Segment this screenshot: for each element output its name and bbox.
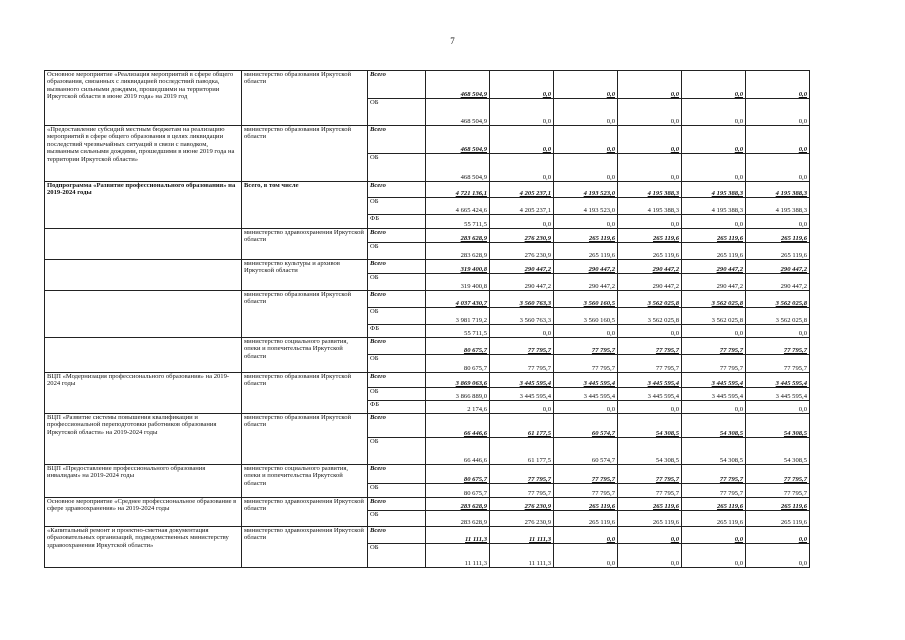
amount-cell: 0,0 bbox=[554, 154, 618, 182]
amount-cell: 77 795,7 bbox=[554, 484, 618, 498]
amount-cell: 0,0 bbox=[618, 215, 682, 229]
amount-cell: 0,0 bbox=[554, 215, 618, 229]
table-row bbox=[45, 373, 810, 388]
amount-cell: 60 574,7 bbox=[554, 414, 618, 438]
agency-cell: министерство образования Иркутской области bbox=[242, 71, 368, 126]
amount-cell: 4 193 523,0 bbox=[554, 198, 618, 215]
amount-cell: 4 195 388,3 bbox=[682, 182, 746, 198]
amount-cell: 11 111,3 bbox=[490, 544, 554, 568]
amount-cell: 290 447,2 bbox=[554, 260, 618, 274]
amount-cell: 265 119,6 bbox=[554, 498, 618, 511]
amount-cell: 3 981 719,2 bbox=[426, 308, 490, 325]
amount-cell: 60 574,7 bbox=[554, 438, 618, 465]
amount-cell: 468 504,9 bbox=[426, 99, 490, 126]
table-row bbox=[45, 71, 810, 99]
amount-cell: 265 119,6 bbox=[746, 511, 810, 527]
amount-cell: 77 795,7 bbox=[490, 484, 554, 498]
amount-cell: 0,0 bbox=[490, 325, 554, 338]
amount-cell: 319 400,8 bbox=[426, 274, 490, 291]
amount-cell: 77 795,7 bbox=[618, 338, 682, 355]
amount-cell: 0,0 bbox=[682, 527, 746, 544]
funding-source-cell: ОБ bbox=[368, 154, 426, 182]
budget-table bbox=[44, 70, 810, 568]
table-row bbox=[45, 182, 810, 198]
amount-cell: 11 111,3 bbox=[426, 527, 490, 544]
amount-cell: 77 795,7 bbox=[682, 338, 746, 355]
amount-cell: 468 504,9 bbox=[426, 71, 490, 99]
program-name-cell: Подпрограмма «Развитие профессионального образования» на 2019-2024 годы bbox=[45, 182, 242, 229]
amount-cell: 77 795,7 bbox=[618, 465, 682, 484]
amount-cell: 11 111,3 bbox=[426, 544, 490, 568]
amount-cell: 77 795,7 bbox=[554, 355, 618, 373]
amount-cell: 290 447,2 bbox=[746, 260, 810, 274]
program-name-cell: «Предоставление субсидий местным бюджетам на реализацию мероприятий в сфере общего образования в целях ликвидации последствий чрезвычайных ситуаций в связи с паводком, вызванным сильными дождями, прошедшими в июне 2019 года на территории Иркутской области» bbox=[45, 126, 242, 182]
amount-cell: 265 119,6 bbox=[554, 243, 618, 260]
amount-cell: 3 562 025,8 bbox=[746, 291, 810, 308]
funding-source-cell: ОБ bbox=[368, 544, 426, 568]
amount-cell: 0,0 bbox=[682, 99, 746, 126]
amount-cell: 265 119,6 bbox=[618, 243, 682, 260]
amount-cell: 276 230,9 bbox=[490, 229, 554, 243]
amount-cell: 265 119,6 bbox=[682, 498, 746, 511]
amount-cell: 77 795,7 bbox=[746, 338, 810, 355]
amount-cell: 0,0 bbox=[618, 544, 682, 568]
table-row bbox=[45, 527, 810, 544]
amount-cell: 80 675,7 bbox=[426, 465, 490, 484]
amount-cell: 283 628,9 bbox=[426, 511, 490, 527]
table-row bbox=[45, 465, 810, 484]
amount-cell: 80 675,7 bbox=[426, 338, 490, 355]
amount-cell: 77 795,7 bbox=[746, 465, 810, 484]
amount-cell: 0,0 bbox=[490, 71, 554, 99]
amount-cell: 0,0 bbox=[554, 544, 618, 568]
amount-cell: 3 866 889,0 bbox=[426, 388, 490, 401]
amount-cell: 265 119,6 bbox=[746, 229, 810, 243]
amount-cell: 290 447,2 bbox=[554, 274, 618, 291]
funding-source-cell: Всего bbox=[368, 291, 426, 308]
amount-cell: 66 446,6 bbox=[426, 438, 490, 465]
amount-cell: 3 445 595,4 bbox=[490, 388, 554, 401]
agency-cell: министерство здравоохранения Иркутской области bbox=[242, 498, 368, 527]
agency-cell: министерство образования Иркутской области bbox=[242, 414, 368, 465]
amount-cell: 290 447,2 bbox=[746, 274, 810, 291]
amount-cell: 0,0 bbox=[554, 126, 618, 154]
amount-cell: 3 445 595,4 bbox=[618, 373, 682, 388]
funding-source-cell: Всего bbox=[368, 260, 426, 274]
funding-source-cell: Всего bbox=[368, 71, 426, 99]
amount-cell: 55 711,5 bbox=[426, 215, 490, 229]
program-name-cell bbox=[45, 229, 242, 260]
amount-cell: 54 308,5 bbox=[682, 414, 746, 438]
amount-cell: 54 308,5 bbox=[746, 438, 810, 465]
amount-cell: 77 795,7 bbox=[682, 484, 746, 498]
table-row bbox=[45, 414, 810, 438]
agency-cell: министерство социального развития, опеки и попечительства Иркутской области bbox=[242, 338, 368, 373]
program-name-cell: ВЦП «Модернизация профессионального образования» на 2019-2024 годы bbox=[45, 373, 242, 414]
program-name-cell bbox=[45, 260, 242, 291]
agency-cell: министерство образования Иркутской области bbox=[242, 373, 368, 414]
amount-cell: 77 795,7 bbox=[554, 338, 618, 355]
amount-cell: 0,0 bbox=[746, 126, 810, 154]
amount-cell: 0,0 bbox=[618, 527, 682, 544]
amount-cell: 290 447,2 bbox=[682, 274, 746, 291]
table-row bbox=[45, 291, 810, 308]
funding-source-cell: Всего bbox=[368, 498, 426, 511]
amount-cell: 3 562 025,8 bbox=[682, 291, 746, 308]
funding-source-cell: Всего bbox=[368, 338, 426, 355]
amount-cell: 77 795,7 bbox=[618, 355, 682, 373]
amount-cell: 0,0 bbox=[746, 544, 810, 568]
amount-cell: 3 562 025,8 bbox=[682, 308, 746, 325]
amount-cell: 0,0 bbox=[554, 527, 618, 544]
funding-source-cell: ОБ bbox=[368, 388, 426, 401]
amount-cell: 0,0 bbox=[618, 126, 682, 154]
amount-cell: 0,0 bbox=[618, 99, 682, 126]
amount-cell: 3 560 763,3 bbox=[490, 291, 554, 308]
amount-cell: 77 795,7 bbox=[682, 465, 746, 484]
funding-source-cell: Всего bbox=[368, 527, 426, 544]
amount-cell: 290 447,2 bbox=[618, 260, 682, 274]
amount-cell: 0,0 bbox=[618, 71, 682, 99]
amount-cell: 4 193 523,0 bbox=[554, 182, 618, 198]
funding-source-cell: Всего bbox=[368, 414, 426, 438]
amount-cell: 290 447,2 bbox=[618, 274, 682, 291]
amount-cell: 77 795,7 bbox=[746, 484, 810, 498]
amount-cell: 265 119,6 bbox=[746, 498, 810, 511]
amount-cell: 80 675,7 bbox=[426, 355, 490, 373]
amount-cell: 265 119,6 bbox=[682, 243, 746, 260]
amount-cell: 3 445 595,4 bbox=[618, 388, 682, 401]
amount-cell: 319 400,8 bbox=[426, 260, 490, 274]
table-row bbox=[45, 126, 810, 154]
amount-cell: 276 230,9 bbox=[490, 511, 554, 527]
amount-cell: 2 174,6 bbox=[426, 401, 490, 414]
program-name-cell: Основное мероприятие «Реализация мероприятий в сфере общего образования, связанных с ликвидацией последствий паводка, вызванного сильными дождями, прошедшими на территории Иркутской области в июне 2019 года» на 2019 год bbox=[45, 71, 242, 126]
amount-cell: 276 230,9 bbox=[490, 498, 554, 511]
amount-cell: 77 795,7 bbox=[746, 355, 810, 373]
program-name-cell bbox=[45, 338, 242, 373]
agency-cell: министерство здравоохранения Иркутской области bbox=[242, 229, 368, 260]
amount-cell: 77 795,7 bbox=[618, 484, 682, 498]
amount-cell: 77 795,7 bbox=[682, 355, 746, 373]
amount-cell: 0,0 bbox=[746, 99, 810, 126]
amount-cell: 0,0 bbox=[682, 215, 746, 229]
amount-cell: 4 195 388,3 bbox=[682, 198, 746, 215]
program-name-cell: ВЦП «Развитие системы повышения квалификации и профессиональной переподготовки работников образования Иркутской области» на 2019-2024 годы bbox=[45, 414, 242, 465]
funding-source-cell: Всего bbox=[368, 182, 426, 198]
amount-cell: 4 195 388,3 bbox=[618, 182, 682, 198]
amount-cell: 77 795,7 bbox=[554, 465, 618, 484]
amount-cell: 55 711,5 bbox=[426, 325, 490, 338]
program-name-cell: ВЦП «Предоставление профессионального образования инвалидам» на 2019-2024 годы bbox=[45, 465, 242, 498]
funding-source-cell: ФБ bbox=[368, 401, 426, 414]
amount-cell: 0,0 bbox=[682, 544, 746, 568]
amount-cell: 3 560 160,5 bbox=[554, 291, 618, 308]
amount-cell: 4 721 136,1 bbox=[426, 182, 490, 198]
amount-cell: 3 445 595,4 bbox=[554, 388, 618, 401]
amount-cell: 3 560 160,5 bbox=[554, 308, 618, 325]
page-number: 7 bbox=[450, 36, 455, 46]
agency-cell: министерство образования Иркутской области bbox=[242, 291, 368, 338]
amount-cell: 0,0 bbox=[554, 401, 618, 414]
amount-cell: 3 869 063,6 bbox=[426, 373, 490, 388]
amount-cell: 0,0 bbox=[618, 401, 682, 414]
funding-source-cell: ОБ bbox=[368, 355, 426, 373]
amount-cell: 3 445 595,4 bbox=[490, 373, 554, 388]
amount-cell: 0,0 bbox=[682, 401, 746, 414]
agency-cell: министерство культуры и архивов Иркутской области bbox=[242, 260, 368, 291]
amount-cell: 54 308,5 bbox=[746, 414, 810, 438]
program-name-cell: Основное мероприятие «Среднее профессиональное образование в сфере здравоохранения» на 2019-2024 годы bbox=[45, 498, 242, 527]
amount-cell: 4 205 237,1 bbox=[490, 198, 554, 215]
amount-cell: 77 795,7 bbox=[490, 355, 554, 373]
amount-cell: 0,0 bbox=[490, 154, 554, 182]
amount-cell: 66 446,6 bbox=[426, 414, 490, 438]
amount-cell: 0,0 bbox=[746, 325, 810, 338]
amount-cell: 0,0 bbox=[618, 154, 682, 182]
funding-source-cell: Всего bbox=[368, 373, 426, 388]
amount-cell: 4 665 424,6 bbox=[426, 198, 490, 215]
amount-cell: 265 119,6 bbox=[618, 229, 682, 243]
table-row bbox=[45, 338, 810, 355]
amount-cell: 283 628,9 bbox=[426, 498, 490, 511]
amount-cell: 290 447,2 bbox=[490, 260, 554, 274]
funding-source-cell: ОБ bbox=[368, 274, 426, 291]
amount-cell: 283 628,9 bbox=[426, 229, 490, 243]
amount-cell: 4 205 237,1 bbox=[490, 182, 554, 198]
amount-cell: 468 504,9 bbox=[426, 126, 490, 154]
amount-cell: 265 119,6 bbox=[682, 511, 746, 527]
amount-cell: 265 119,6 bbox=[746, 243, 810, 260]
amount-cell: 0,0 bbox=[746, 527, 810, 544]
amount-cell: 4 195 388,3 bbox=[746, 198, 810, 215]
funding-source-cell: ФБ bbox=[368, 325, 426, 338]
amount-cell: 0,0 bbox=[490, 126, 554, 154]
amount-cell: 0,0 bbox=[490, 215, 554, 229]
amount-cell: 3 562 025,8 bbox=[618, 291, 682, 308]
amount-cell: 3 445 595,4 bbox=[746, 373, 810, 388]
amount-cell: 0,0 bbox=[618, 325, 682, 338]
funding-source-cell: ОБ bbox=[368, 198, 426, 215]
amount-cell: 290 447,2 bbox=[490, 274, 554, 291]
funding-source-cell: Всего bbox=[368, 465, 426, 484]
agency-cell: министерство здравоохранения Иркутской области bbox=[242, 527, 368, 568]
funding-source-cell: ОБ bbox=[368, 243, 426, 260]
amount-cell: 0,0 bbox=[554, 325, 618, 338]
amount-cell: 3 445 595,4 bbox=[554, 373, 618, 388]
amount-cell: 3 560 763,3 bbox=[490, 308, 554, 325]
amount-cell: 0,0 bbox=[554, 99, 618, 126]
table-row bbox=[45, 498, 810, 511]
amount-cell: 80 675,7 bbox=[426, 484, 490, 498]
amount-cell: 11 111,3 bbox=[490, 527, 554, 544]
amount-cell: 265 119,6 bbox=[554, 229, 618, 243]
amount-cell: 0,0 bbox=[746, 215, 810, 229]
amount-cell: 0,0 bbox=[746, 401, 810, 414]
amount-cell: 61 177,5 bbox=[490, 438, 554, 465]
agency-cell: министерство образования Иркутской области bbox=[242, 126, 368, 182]
amount-cell: 77 795,7 bbox=[490, 465, 554, 484]
funding-source-cell: Всего bbox=[368, 126, 426, 154]
amount-cell: 265 119,6 bbox=[618, 498, 682, 511]
agency-cell: Всего, в том числе bbox=[242, 182, 368, 229]
amount-cell: 54 308,5 bbox=[618, 438, 682, 465]
funding-source-cell: ОБ bbox=[368, 511, 426, 527]
funding-source-cell: ФБ bbox=[368, 215, 426, 229]
amount-cell: 3 445 595,4 bbox=[682, 388, 746, 401]
amount-cell: 290 447,2 bbox=[682, 260, 746, 274]
amount-cell: 61 177,5 bbox=[490, 414, 554, 438]
amount-cell: 0,0 bbox=[682, 71, 746, 99]
agency-cell: министерство социального развития, опеки и попечительства Иркутской области bbox=[242, 465, 368, 498]
funding-source-cell: ОБ bbox=[368, 484, 426, 498]
amount-cell: 54 308,5 bbox=[618, 414, 682, 438]
amount-cell: 3 562 025,8 bbox=[618, 308, 682, 325]
amount-cell: 0,0 bbox=[490, 99, 554, 126]
amount-cell: 0,0 bbox=[682, 154, 746, 182]
amount-cell: 3 562 025,8 bbox=[746, 308, 810, 325]
funding-source-cell: Всего bbox=[368, 229, 426, 243]
amount-cell: 0,0 bbox=[746, 71, 810, 99]
funding-source-cell: ОБ bbox=[368, 99, 426, 126]
amount-cell: 0,0 bbox=[682, 325, 746, 338]
amount-cell: 54 308,5 bbox=[682, 438, 746, 465]
amount-cell: 283 628,9 bbox=[426, 243, 490, 260]
amount-cell: 468 504,9 bbox=[426, 154, 490, 182]
funding-source-cell: ОБ bbox=[368, 438, 426, 465]
amount-cell: 4 037 430,7 bbox=[426, 291, 490, 308]
amount-cell: 0,0 bbox=[490, 401, 554, 414]
amount-cell: 4 195 388,3 bbox=[746, 182, 810, 198]
table-row bbox=[45, 229, 810, 243]
amount-cell: 77 795,7 bbox=[490, 338, 554, 355]
amount-cell: 276 230,9 bbox=[490, 243, 554, 260]
amount-cell: 0,0 bbox=[746, 154, 810, 182]
amount-cell: 3 445 595,4 bbox=[682, 373, 746, 388]
amount-cell: 265 119,6 bbox=[554, 511, 618, 527]
amount-cell: 0,0 bbox=[682, 126, 746, 154]
table-row bbox=[45, 260, 810, 274]
funding-source-cell: ОБ bbox=[368, 308, 426, 325]
program-name-cell bbox=[45, 291, 242, 338]
amount-cell: 265 119,6 bbox=[682, 229, 746, 243]
amount-cell: 3 445 595,4 bbox=[746, 388, 810, 401]
amount-cell: 4 195 388,3 bbox=[618, 198, 682, 215]
amount-cell: 0,0 bbox=[554, 71, 618, 99]
amount-cell: 265 119,6 bbox=[618, 511, 682, 527]
program-name-cell: «Капитальный ремонт и проектно-сметная документация образовательных организаций, подведомственных министерству здравоохранения Иркутской области» bbox=[45, 527, 242, 568]
